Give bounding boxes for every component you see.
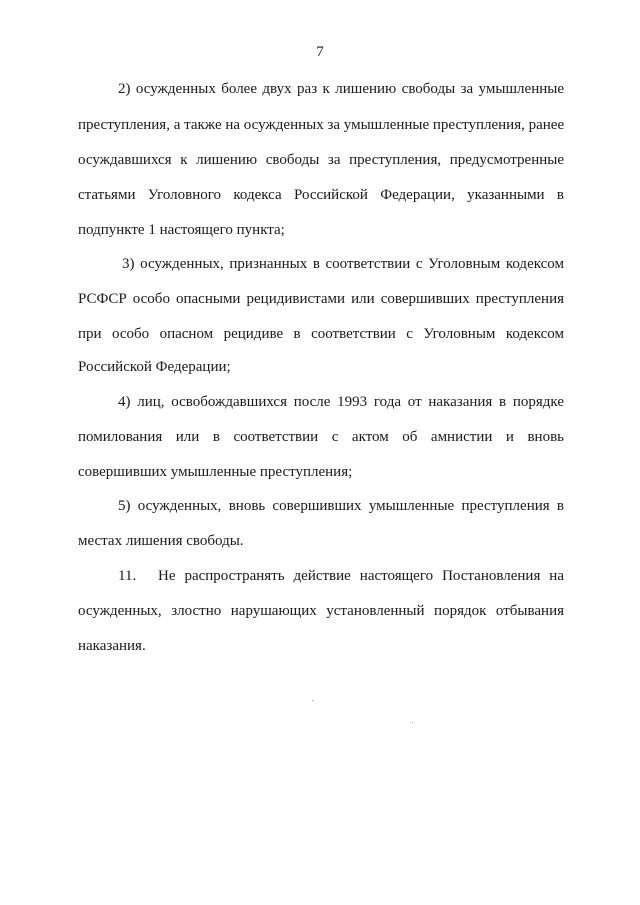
item-3-line-3: при особо опасном рецидиве в соответствии с Уголовным кодексом <box>78 326 564 342</box>
item-5-line-1: 5) осужденных, вновь совершивших умышленные преступления в <box>118 498 564 514</box>
clause-11-number: 11. <box>118 568 137 584</box>
item-3-line-1: 3) осужденных, признанных в соответствии с Уголовным кодексом <box>122 256 564 272</box>
item-4-line-3: совершивших умышленные преступления; <box>78 464 353 480</box>
clause-11-line-1: Не распространять действие настоящего Постановления на <box>158 568 564 584</box>
item-2-line-5: подпункте 1 настоящего пункта; <box>78 222 285 238</box>
item-4-line-1: 4) лиц, освобождавшихся после 1993 года от наказания в порядке <box>118 394 564 410</box>
item-5-line-2: местах лишения свободы. <box>78 533 244 549</box>
item-2-line-4: статьями Уголовного кодекса Российской Федерации, указанными в <box>78 187 564 203</box>
item-3-line-4: Российской Федерации; <box>78 359 231 375</box>
item-2-line-3: осуждавшихся к лишению свободы за преступления, предусмотренные <box>78 152 564 168</box>
item-2-line-1: 2) осужденных более двух раз к лишению свободы за умышленные <box>118 81 564 97</box>
page-number: 7 <box>316 44 324 60</box>
clause-11-line-3: наказания. <box>78 638 146 654</box>
clause-11-line-2: осужденных, злостно нарушающих установленный порядок отбывания <box>78 603 564 619</box>
item-2-line-2: преступления, а также на осужденных за умышленные преступления, ранее <box>78 117 565 133</box>
scan-speck <box>312 700 313 701</box>
scan-speck <box>412 722 413 723</box>
item-4-line-2: помилования или в соответствии с актом об амнистии и вновь <box>78 429 564 445</box>
item-3-line-2: РСФСР особо опасными рецидивистами или совершивших преступления <box>78 291 564 307</box>
